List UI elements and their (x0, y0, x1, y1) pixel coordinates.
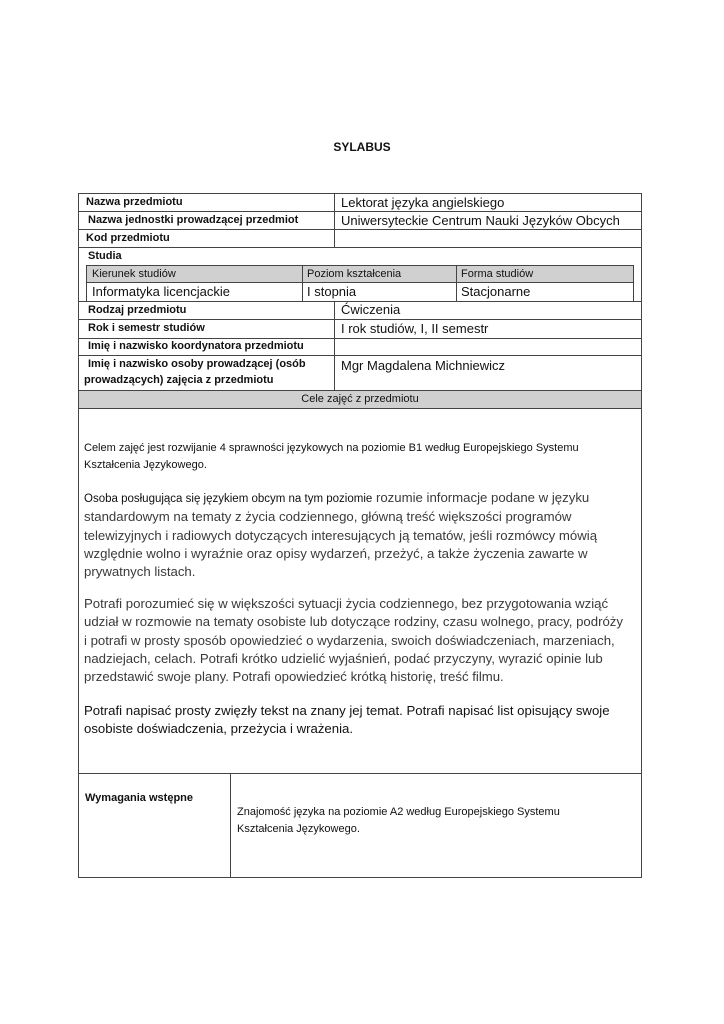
label-kod-przedmiotu: Kod przedmiotu (86, 232, 170, 244)
label-wymagania: Wymagania wstępne (85, 792, 193, 804)
cele-paragraph-1: Celem zajęć jest rozwijanie 4 sprawności językowych na poziomie B1 według Europejskiego Systemu Kształcenia Językowego. (84, 442, 579, 471)
table-border-right (641, 193, 642, 878)
row-divider (78, 211, 642, 212)
cele-paragraph-4: Potrafi napisać prosty zwięzły tekst na znany jej temat. Potrafi napisać list opisujący swoje osobiste doświadczenia, przeżycia i wrażenia. (84, 703, 610, 737)
value-wymagania: Znajomość języka na poziomie A2 według Europejskiego Systemu Kształcenia Językowego. (237, 806, 560, 835)
row-divider (78, 338, 642, 339)
cele-header: Cele zajęć z przedmiotu (301, 393, 419, 405)
studia-table-right (633, 265, 634, 301)
value-rok-semestr: I rok studiów, I, II semestr (341, 321, 489, 336)
document-title: SYLABUS (333, 140, 391, 154)
row-divider (78, 319, 642, 320)
studia-header-poziom: Poziom kształcenia (307, 268, 402, 280)
row-divider (78, 229, 642, 230)
label-koordynator: Imię i nazwisko koordynatora przedmiotu (88, 340, 304, 352)
value-rodzaj-przedmiotu: Ćwiczenia (341, 302, 401, 317)
row-divider (78, 408, 642, 409)
column-divider (334, 193, 335, 248)
label-jednostka: Nazwa jednostki prowadzącej przedmiot (88, 214, 299, 226)
studia-table-left (86, 265, 87, 301)
label-prowadzacy-line1: Imię i nazwisko osoby prowadzącej (osób (88, 358, 306, 370)
value-prowadzacy: Mgr Magdalena Michniewicz (341, 358, 506, 373)
table-border-bottom (78, 877, 642, 878)
studia-value-poziom: I stopnia (307, 284, 357, 299)
studia-table-divider (86, 282, 634, 283)
studia-column-divider (302, 265, 303, 301)
label-nazwa-przedmiotu: Nazwa przedmiotu (86, 196, 183, 208)
studia-column-divider (456, 265, 457, 301)
studia-table-top (86, 265, 634, 266)
row-divider (78, 355, 642, 356)
row-divider (78, 247, 642, 248)
label-studia: Studia (88, 250, 122, 262)
value-nazwa-przedmiotu: Lektorat języka angielskiego (341, 195, 505, 210)
column-divider (334, 301, 335, 391)
column-divider (230, 773, 231, 878)
table-border-left (78, 193, 79, 878)
studia-value-forma: Stacjonarne (461, 284, 531, 299)
label-rodzaj-przedmiotu: Rodzaj przedmiotu (88, 304, 187, 316)
studia-value-kierunek: Informatyka licencjackie (92, 284, 230, 299)
cele-paragraph-2: Osoba posługująca się językiem obcym na tym poziomie rozumie informacje podane w języku standardowym na tematy z życia codziennego, główną treść większości programów telewizyjnych i radiowych dotyczących interesujących ją tematów, jeśli rozmówcy mówią względnie wolno i wyraźnie oraz opisy wydarzeń, przeżyć, a także życzenia zawarte w prywatnych listach. (84, 490, 598, 580)
row-divider (78, 773, 642, 774)
label-prowadzacy-line2: prowadzących) zajęcia z przedmiotu (84, 374, 274, 386)
table-border-top (78, 193, 642, 194)
studia-header-forma: Forma studiów (461, 268, 534, 280)
value-jednostka: Uniwersyteckie Centrum Nauki Języków Obcych (341, 213, 620, 228)
cele-paragraph-3: Potrafi porozumieć się w większości sytuacji życia codziennego, bez przygotowania wziąć udział w rozmowie na tematy osobiste lub dotyczące rodziny, czasu wolnego, pracy, podróży i potrafi w prosty sposób opowiedzieć o wydarzenia, swoich doświadczeniach, marzeniach, nadziejach, celach. Potrafi krótko udzielić wyjaśnień, podać przyczyny, wyrazić opinie lub przedstawić swoje plany. Potrafi opowiedzieć krótką historię, treść filmu. (84, 596, 623, 685)
label-rok-semestr: Rok i semestr studiów (88, 322, 205, 334)
studia-header-kierunek: Kierunek studiów (92, 268, 176, 280)
